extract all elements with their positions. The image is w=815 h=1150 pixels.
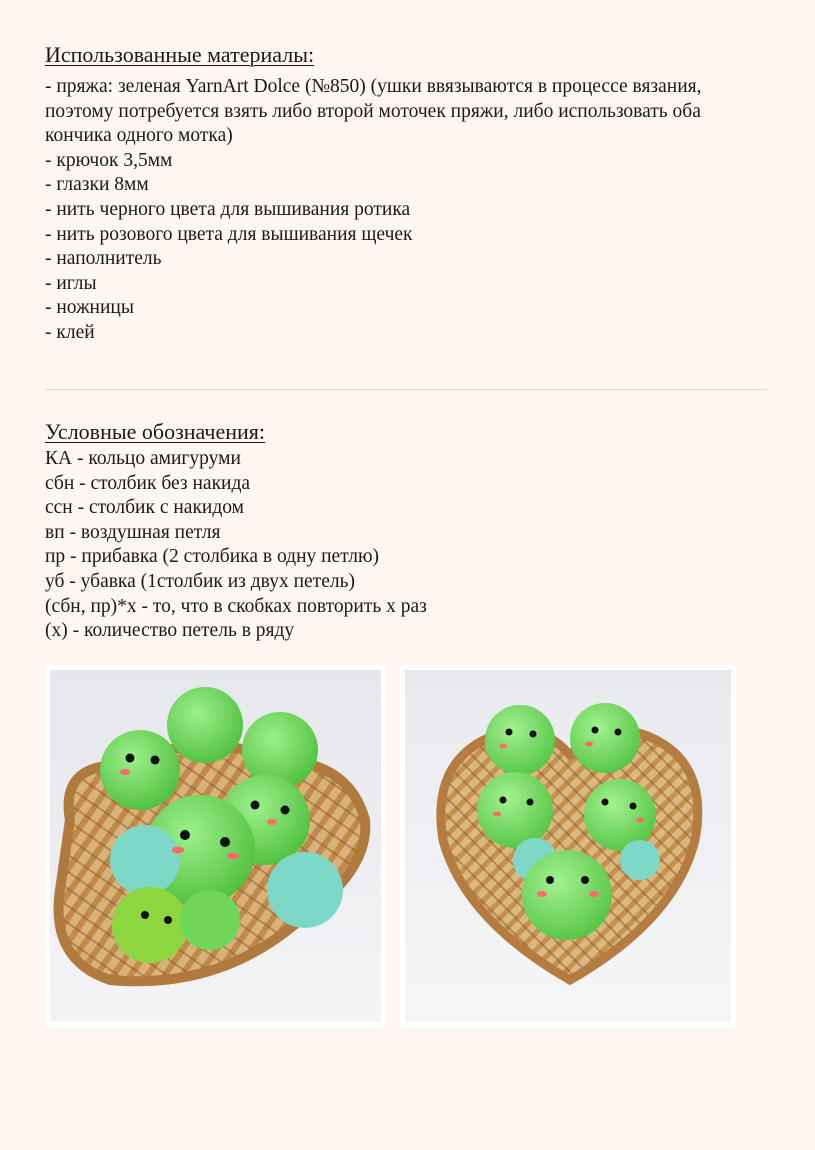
list-item: уб - убавка (1столбик из двух петель) <box>45 570 355 592</box>
list-item: - клей <box>45 321 95 343</box>
legend-heading: Условные обозначения: <box>45 419 266 444</box>
frogs-basket-illustration <box>405 670 731 1022</box>
list-item: (сбн, пр)*х - то, что в скобках повторить х раз <box>45 595 427 617</box>
frogs-basket-illustration <box>50 670 381 1022</box>
section-divider <box>45 389 767 390</box>
list-item: КА - кольцо амигуруми <box>45 448 241 469</box>
list-item: - пряжа: зеленая YarnArt Dolce (№850) (ушки ввязываются в процессе вязания, поэтому потребуется взять либо второй моточек пряжи, либо использовать оба кончика одного мотка) <box>45 76 702 147</box>
materials-list <box>45 75 745 346</box>
list-item: сбн - столбик без накида <box>45 472 251 494</box>
list-item: - крючок 3,5мм <box>45 149 173 171</box>
materials-heading: Использованные материалы: <box>45 42 315 67</box>
list-item: вп - воздушная петля <box>45 521 221 543</box>
list-item: пр - прибавка (2 столбика в одну петлю) <box>45 546 380 568</box>
frogs-basket-photo-left <box>45 665 386 1027</box>
list-item: (х) - количество петель в ряду <box>45 620 295 642</box>
list-item: - наполнитель <box>45 248 162 270</box>
frogs-basket-photo-right <box>400 665 736 1027</box>
list-item: - иглы <box>45 272 97 294</box>
list-item: - нить черного цвета для вышивания ротика <box>45 198 411 220</box>
list-item: ссн - столбик с накидом <box>45 497 245 519</box>
legend-list <box>45 447 427 644</box>
list-item: - ножницы <box>45 297 134 319</box>
list-item: - глазки 8мм <box>45 174 149 196</box>
list-item: - нить розового цвета для вышивания щечек <box>45 223 413 245</box>
